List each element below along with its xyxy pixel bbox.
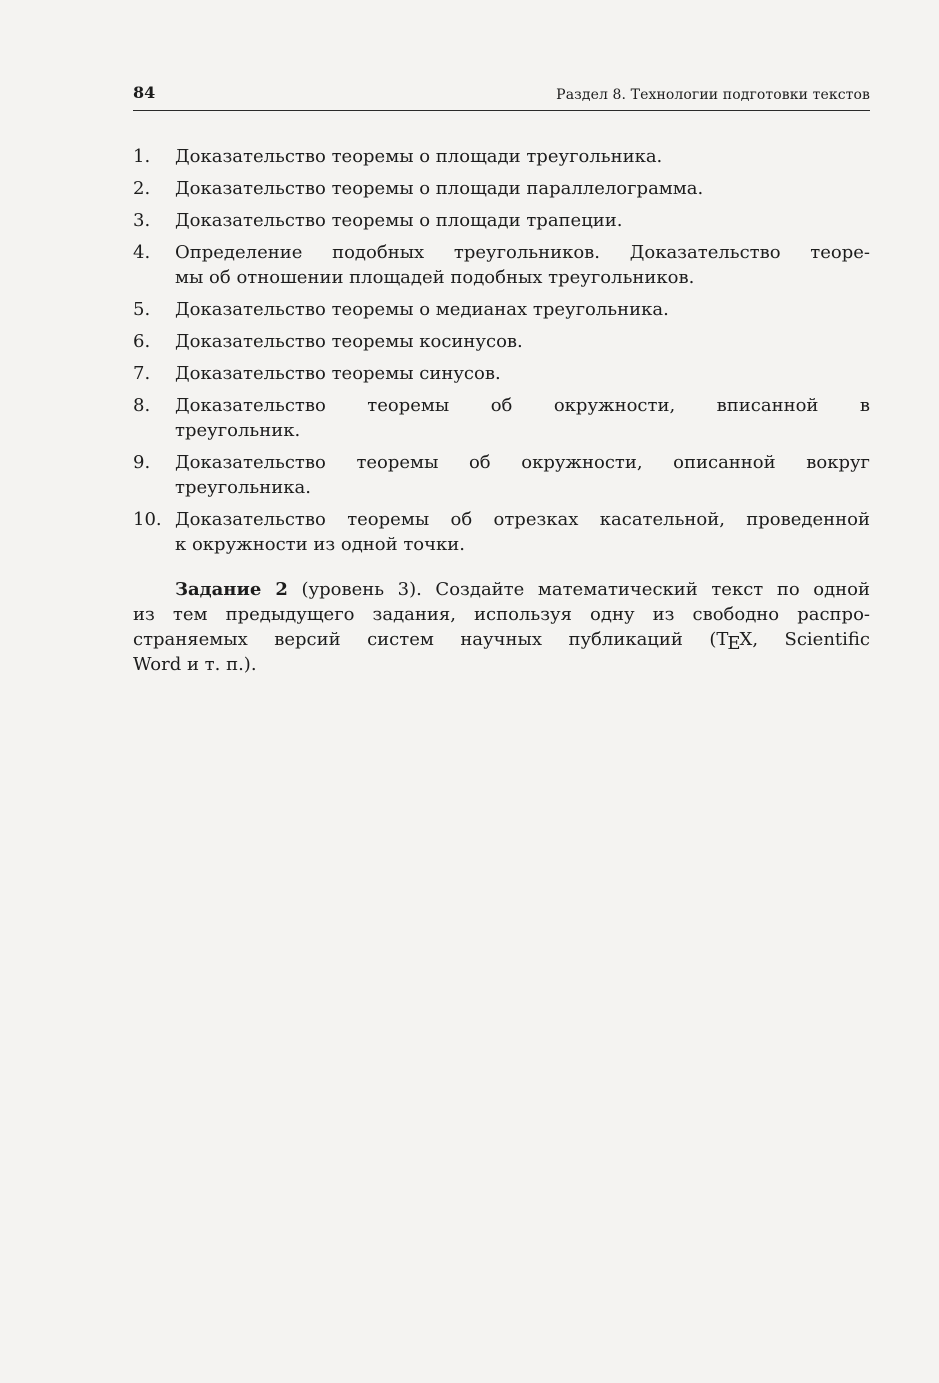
item-number: 3. [133, 210, 151, 231]
section-title: Раздел 8. Технологии подготовки текстов [556, 87, 870, 103]
task-paragraph [133, 577, 870, 677]
page-number: 84 [133, 83, 156, 102]
theorem-list [133, 144, 870, 564]
item-number: 2. [133, 178, 151, 199]
item-number: 4. [133, 242, 151, 263]
item-text: Доказательство теоремы о площади параллелограмма. [175, 178, 704, 199]
item-number: 5. [133, 299, 151, 320]
item-text: к окружности из одной точки. [175, 534, 465, 555]
item-text: Доказательство теоремы о площади трапеции. [175, 210, 623, 231]
task-line [133, 627, 870, 652]
item-text: мы об отношении площадей подобных треугольников. [175, 267, 695, 288]
item-text: треугольника. [175, 477, 311, 498]
task-text: (уровень 3). Создайте математический текст по одной [287, 579, 870, 600]
item-text: Доказательство теоремы о медианах треугольника. [175, 299, 669, 320]
item-text: треугольник. [175, 420, 301, 441]
item-number: 8. [133, 395, 151, 416]
list-item [133, 361, 870, 386]
list-item [133, 450, 870, 500]
item-text: Доказательство теоремы синусов. [175, 363, 501, 384]
task-line: из тем предыдущего задания, используя одну из свободно распро- [133, 604, 870, 625]
tex-logo-e: E [727, 633, 741, 654]
item-number: 9. [133, 452, 151, 473]
item-text: Доказательство теоремы косинусов. [175, 331, 523, 352]
item-text: Доказательство теоремы о площади треугольника. [175, 146, 663, 167]
item-number: 7. [133, 363, 151, 384]
list-item [133, 507, 870, 557]
item-number: 1. [133, 146, 151, 167]
running-head [133, 82, 870, 111]
item-text: Определение подобных треугольников. Доказательство теоре- [175, 242, 870, 263]
list-item [133, 176, 870, 201]
item-text: Доказательство теоремы об окружности, описанной вокруг [175, 452, 870, 473]
task-text: страняемых версий систем научных публикаций (T [133, 629, 729, 650]
list-item [133, 393, 870, 443]
list-item [133, 240, 870, 290]
list-item [133, 144, 870, 169]
item-number: 10. [133, 509, 162, 530]
task-label: Задание 2 [175, 579, 288, 600]
task-line [133, 577, 870, 602]
list-item [133, 329, 870, 354]
item-text: Доказательство теоремы об отрезках касательной, проведенной [175, 509, 870, 530]
item-text: Доказательство теоремы об окружности, вписанной в [175, 395, 870, 416]
list-item [133, 297, 870, 322]
task-line: Word и т. п.). [133, 654, 257, 675]
task-text: X, Scientific [739, 629, 871, 650]
item-number: 6. [133, 331, 151, 352]
list-item [133, 208, 870, 233]
